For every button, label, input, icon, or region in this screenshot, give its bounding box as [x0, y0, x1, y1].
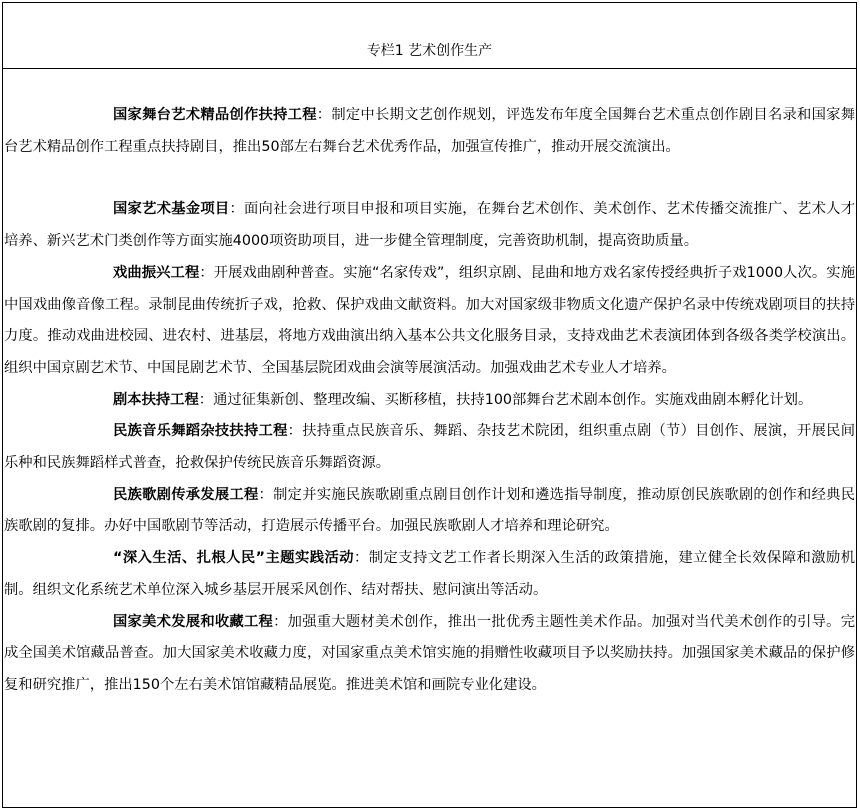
section-lead: 戏曲振兴工程	[113, 264, 200, 281]
section-folk-music	[4, 416, 855, 479]
section-body: ：制定中长期文艺创作规划，评选发布年度全国舞台艺术重点创作剧目名录和国家舞台艺术精品创作工程重点扶持剧目，推出50部左右舞台艺术优秀作品，加强宣传推广，推动开展交流演出。	[4, 107, 856, 155]
section-practice	[4, 543, 855, 606]
section-lead: 国家艺术基金项目	[113, 201, 230, 218]
section-fine-art	[4, 607, 855, 702]
section-lead: 剧本扶持工程	[113, 391, 199, 408]
spacer	[4, 163, 855, 194]
spacer	[4, 69, 855, 100]
section-art-fund	[4, 194, 855, 257]
section-lead: 民族音乐舞蹈杂技扶持工程	[113, 423, 288, 440]
section-lead: 国家美术发展和收藏工程	[113, 613, 274, 630]
section-body: ：制定支持文艺工作者长期深入生活的政策措施，建立健全长效保障和激励机制。组织文化系统艺术单位深入城乡基层开展采风创作、结对帮扶、慰问演出等活动。	[4, 550, 855, 598]
section-body: ：通过征集新创、整理改编、买断移植，扶持100部舞台艺术剧本创作。实施戏曲剧本孵化计划。	[198, 391, 813, 408]
column-content	[3, 69, 856, 702]
section-body: ：面向社会进行项目申报和项目实施，在舞台艺术创作、美术创作、艺术传播交流推广、艺术人才培养、新兴艺术门类创作等方面实施4000项资助项目，进一步健全管理制度，完善资助机制，提高资助质量。	[4, 201, 856, 250]
section-body: ：加强重大题材美术创作，推出一批优秀主题性美术作品。加强对当代美术创作的引导。完成全国美术馆藏品普查。加大国家美术收藏力度，对国家重点美术馆实施的捐赠性收藏项目予以奖励扶持。加强国家美术藏品的保护修复和研究推广，推出150个左右美术馆馆藏精品展览。推进美术馆和画院专业化建设。	[4, 613, 855, 693]
section-lead: “深入生活、扎根人民”主题实践活动	[113, 550, 354, 567]
section-lead: 国家舞台艺术精品创作扶持工程	[113, 107, 317, 123]
section-body: ：扶持重点民族音乐、舞蹈、杂技艺术院团，组织重点剧（节）目创作、展演，开展民间乐种和民族舞蹈样式普查，抢救保护传统民族音乐舞蹈资源。	[4, 423, 856, 472]
section-body: ：开展戏曲剧种普查。实施“名家传戏”，组织京剧、昆曲和地方戏名家传授经典折子戏1000人次。实施中国戏曲像音像工程。录制昆曲传统折子戏，抢救、保护戏曲文献资料。加大对国家级非物质文化遗产保护名录中传统戏剧项目的扶持力度。推动戏曲进校园、进农村、进基层，将地方戏曲演出纳入基本公共文化服务目录，支持戏曲艺术表演团体到各级各类学校演出。组织中国京剧艺术节、中国昆剧艺术节、全国基层院团戏曲会演等展演活动。加强戏曲艺术专业人才培养。	[4, 264, 855, 376]
section-folk-opera	[4, 480, 855, 543]
section-script	[4, 385, 855, 417]
column-box	[2, 2, 857, 808]
section-lead: 民族歌剧传承发展工程	[113, 486, 259, 503]
section-body: ：制定并实施民族歌剧重点剧目创作计划和遴选指导制度，推动原创民族歌剧的创作和经典民族歌剧的复排。办好中国歌剧节等活动，打造展示传播平台。加强民族歌剧人才培养和理论研究。	[4, 486, 856, 535]
column-title: 专栏1 艺术创作生产	[366, 43, 493, 59]
column-header	[3, 3, 856, 69]
section-stage-art	[4, 100, 855, 163]
section-opera	[4, 258, 855, 385]
